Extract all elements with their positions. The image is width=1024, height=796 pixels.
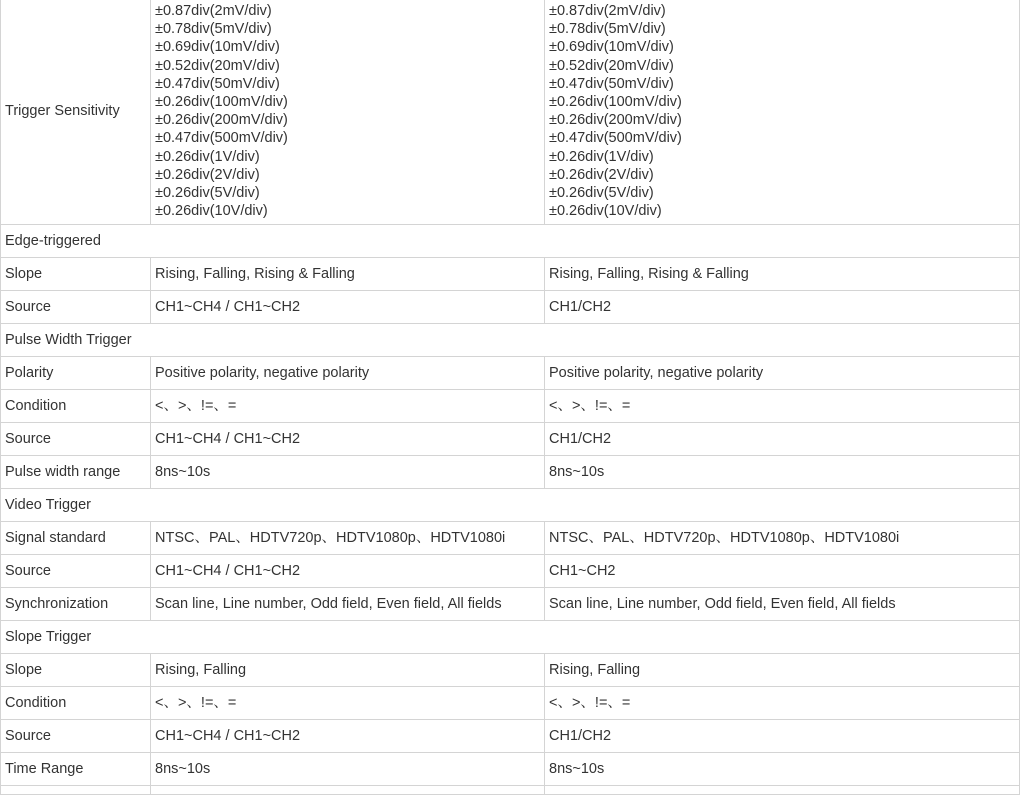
table-row	[1, 654, 1020, 687]
sensitivity-value: ±0.47div(50mV/div)	[549, 75, 674, 92]
table-row	[1, 555, 1020, 588]
cell-model-a: <、>、!=、=	[151, 687, 545, 720]
section-title: Video Trigger	[1, 489, 1020, 522]
section-title: Pulse Width Trigger	[1, 324, 1020, 357]
table-row	[1, 588, 1020, 621]
cell-model-b: NTSC、PAL、HDTV720p、HDTV1080p、HDTV1080i	[545, 522, 1020, 555]
row-label: Source	[1, 555, 151, 588]
cell-model-b: CH1/CH2	[545, 423, 1020, 456]
section-header-video	[1, 489, 1020, 522]
cell-model-a: CH1~CH4 / CH1~CH2	[151, 720, 545, 753]
sensitivity-value: ±0.78div(5mV/div)	[155, 21, 272, 38]
cell-model-a: CH1~CH4 / CH1~CH2	[151, 555, 545, 588]
sensitivity-value: ±0.26div(10V/div)	[155, 203, 268, 220]
cell-model-a: Positive polarity, negative polarity	[151, 357, 545, 390]
table-row	[1, 390, 1020, 423]
sensitivity-value: ±0.52div(20mV/div)	[549, 57, 674, 74]
sensitivity-value: ±0.26div(100mV/div)	[549, 94, 682, 111]
cell-model-a: 8ns~10s	[151, 456, 545, 489]
sensitivity-value: ±0.26div(1V/div)	[155, 148, 260, 165]
sensitivity-value: ±0.47div(50mV/div)	[155, 75, 280, 92]
cell-model-a: Rising, Falling	[151, 654, 545, 687]
cell-model-b: <、>、!=、=	[545, 390, 1020, 423]
table-row	[1, 720, 1020, 753]
sensitivity-value: ±0.26div(5V/div)	[549, 185, 654, 202]
sensitivity-value: ±0.26div(1V/div)	[549, 148, 654, 165]
table-row	[1, 456, 1020, 489]
row-label: Polarity	[1, 357, 151, 390]
sensitivity-value: ±0.69div(10mV/div)	[155, 39, 280, 56]
row-label: Condition	[1, 390, 151, 423]
table-row	[1, 522, 1020, 555]
cell-model-b: CH1/CH2	[545, 720, 1020, 753]
sensitivity-value: ±0.47div(500mV/div)	[155, 130, 288, 147]
cell-model-a: 8ns~10s	[151, 753, 545, 786]
empty-cell	[1, 786, 151, 795]
row-label: Condition	[1, 687, 151, 720]
cell-model-a: CH1~CH4 / CH1~CH2	[151, 423, 545, 456]
empty-cell	[545, 786, 1020, 795]
cell-model-b: Rising, Falling	[545, 654, 1020, 687]
table-row	[1, 291, 1020, 324]
table-row	[1, 687, 1020, 720]
section-title: Slope Trigger	[1, 621, 1020, 654]
sensitivity-value: ±0.26div(2V/div)	[549, 166, 654, 183]
section-header-pulse	[1, 324, 1020, 357]
row-label: Trigger Sensitivity	[1, 0, 151, 225]
empty-cell	[151, 786, 545, 795]
table-row	[1, 753, 1020, 786]
cell-model-b: CH1~CH2	[545, 555, 1020, 588]
row-label: Signal standard	[1, 522, 151, 555]
table-row-trigger-sensitivity	[1, 0, 1020, 225]
cell-model-a: Scan line, Line number, Odd field, Even field, All fields	[151, 588, 545, 621]
table-row	[1, 258, 1020, 291]
sensitivity-value: ±0.87div(2mV/div)	[549, 3, 666, 19]
sensitivity-value: ±0.26div(200mV/div)	[155, 112, 288, 129]
cell-model-b: 8ns~10s	[545, 456, 1020, 489]
row-label: Slope	[1, 654, 151, 687]
cell-model-a: NTSC、PAL、HDTV720p、HDTV1080p、HDTV1080i	[151, 522, 545, 555]
section-header-edge	[1, 225, 1020, 258]
row-label: Source	[1, 720, 151, 753]
section-title: Edge-triggered	[1, 225, 1020, 258]
row-label: Time Range	[1, 753, 151, 786]
sensitivity-value: ±0.69div(10mV/div)	[549, 39, 674, 56]
row-label: Pulse width range	[1, 456, 151, 489]
sensitivity-list-model-a	[151, 0, 545, 225]
cell-model-b: Positive polarity, negative polarity	[545, 357, 1020, 390]
sensitivity-value: ±0.26div(2V/div)	[155, 166, 260, 183]
cell-model-b: CH1/CH2	[545, 291, 1020, 324]
sensitivity-value: ±0.26div(10V/div)	[549, 203, 662, 220]
cell-model-b: <、>、!=、=	[545, 687, 1020, 720]
row-label: Slope	[1, 258, 151, 291]
sensitivity-list-model-b	[545, 0, 1020, 225]
sensitivity-value: ±0.78div(5mV/div)	[549, 21, 666, 38]
sensitivity-value: ±0.47div(500mV/div)	[549, 130, 682, 147]
cell-model-b: Rising, Falling, Rising & Falling	[545, 258, 1020, 291]
sensitivity-value: ±0.87div(2mV/div)	[155, 3, 272, 19]
sensitivity-value: ±0.26div(100mV/div)	[155, 94, 288, 111]
table-row	[1, 423, 1020, 456]
table-row-cut-off	[1, 786, 1020, 795]
cell-model-b: 8ns~10s	[545, 753, 1020, 786]
cell-model-b: Scan line, Line number, Odd field, Even field, All fields	[545, 588, 1020, 621]
sensitivity-value: ±0.52div(20mV/div)	[155, 57, 280, 74]
row-label: Source	[1, 423, 151, 456]
cell-model-a: CH1~CH4 / CH1~CH2	[151, 291, 545, 324]
table-row	[1, 357, 1020, 390]
cell-model-a: <、>、!=、=	[151, 390, 545, 423]
cell-model-a: Rising, Falling, Rising & Falling	[151, 258, 545, 291]
row-label: Synchronization	[1, 588, 151, 621]
row-label: Source	[1, 291, 151, 324]
sensitivity-value: ±0.26div(200mV/div)	[549, 112, 682, 129]
sensitivity-value: ±0.26div(5V/div)	[155, 185, 260, 202]
section-header-slope	[1, 621, 1020, 654]
